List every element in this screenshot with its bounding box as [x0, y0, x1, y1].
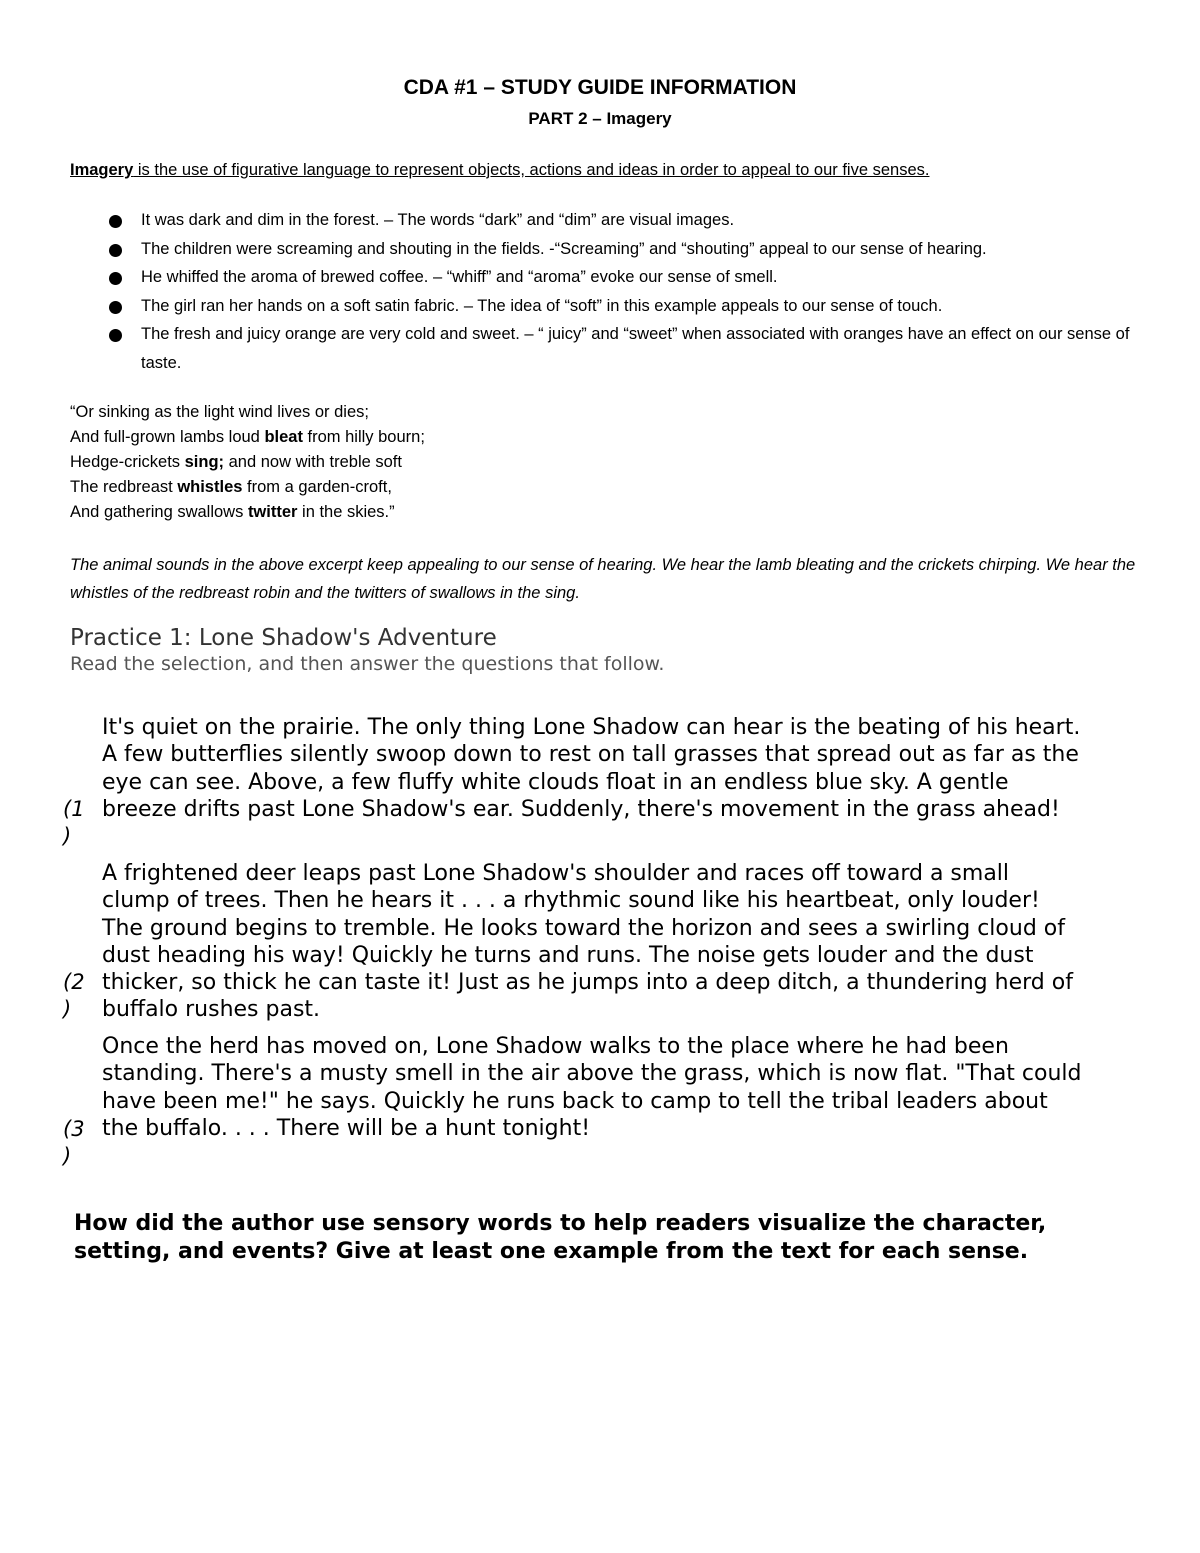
- poem-line: [70, 400, 425, 425]
- poem-text: The redbreast: [70, 478, 178, 496]
- definition-text: is the use of figurative language to represent objects, actions and ideas in order to appeal to our five senses.: [133, 161, 930, 179]
- list-item: [0, 235, 1200, 264]
- examples-list: [0, 206, 1200, 377]
- bullet-icon: [109, 215, 122, 228]
- poem-sound-word: twitter: [247, 503, 298, 521]
- poem-line: [70, 475, 425, 500]
- story-paragraph: Once the herd has moved on, Lone Shadow walks to the place where he had been standing. There's a musty smell in the air above the grass, which is now flat. "That could have been me!" he says. Quickly he runs back to camp to tell the tribal leaders about the buffalo. . . . There will be a hunt tonight!: [102, 1034, 1082, 1141]
- poem-line: [70, 500, 425, 525]
- bullet-icon: [109, 272, 122, 285]
- imagery-definition: [70, 161, 929, 180]
- poem-sound-word: bleat: [264, 428, 303, 446]
- poem-text: in the skies.”: [297, 503, 395, 521]
- list-item: [0, 263, 1200, 292]
- story-paragraph: A frightened deer leaps past Lone Shadow's shoulder and races off toward a small clump of trees. Then he hears it . . . a rhythmic sound like his heartbeat, only louder! The ground begins to tremble. He looks toward the horizon and sees a swirling cloud of dust heading his way! Quickly he turns and runs. The noise gets louder and the dust thicker, so thick he can taste it! Just as he jumps into a deep ditch, a thundering herd of buffalo rushes past.: [102, 861, 1073, 1023]
- poem-sound-word: sing;: [184, 453, 225, 471]
- poem-text: And gathering swallows: [70, 503, 248, 521]
- poem-text: And full-grown lambs loud: [70, 428, 265, 446]
- poem-analysis: The animal sounds in the above excerpt keep appealing to our sense of hearing. We hear the lamb bleating and the crickets chirping. We hear the whistles of the redbreast robin and the twitters of swallows in the sing.: [70, 556, 1136, 602]
- paragraph-number: (1 ): [63, 797, 85, 848]
- list-item: [0, 292, 1200, 321]
- bullet-icon: [109, 301, 122, 314]
- example-text: The fresh and juicy orange are very cold and sweet. – “ juicy” and “sweet” when associated with oranges have an effect on our sense of taste.: [141, 325, 1130, 372]
- poem-line: [70, 425, 425, 450]
- poem-text: “Or sinking as the light wind lives or dies;: [70, 403, 369, 421]
- poem-text: from hilly bourn;: [302, 428, 425, 446]
- list-item: [0, 206, 1200, 235]
- poem-excerpt: [70, 400, 425, 525]
- poem-sound-word: whistles: [177, 478, 243, 496]
- poem-text: Hedge-crickets: [70, 453, 185, 471]
- poem-text: and now with treble soft: [224, 453, 402, 471]
- example-text: It was dark and dim in the forest. – The words “dark” and “dim” are visual images.: [141, 211, 735, 229]
- example-text: The children were screaming and shouting in the fields. -“Screaming” and “shouting” appeal to our sense of hearing.: [141, 239, 987, 258]
- example-text: The girl ran her hands on a soft satin fabric. – The idea of “soft” in this example appeals to our sense of touch.: [141, 296, 943, 315]
- bullet-icon: [109, 329, 122, 342]
- practice-title: Practice 1: Lone Shadow's Adventure: [70, 625, 497, 651]
- definition-term: Imagery: [70, 161, 134, 179]
- example-text: He whiffed the aroma of brewed coffee. – “whiff” and “aroma” evoke our sense of smell.: [141, 268, 778, 286]
- paragraph-number: (3 ): [63, 1117, 85, 1168]
- question-prompt: How did the author use sensory words to help readers visualize the character, setting, and events? Give at least one example from the text for each sense.: [74, 1211, 1047, 1264]
- list-item: [0, 320, 1200, 377]
- poem-line: [70, 450, 425, 475]
- practice-instructions: Read the selection, and then answer the questions that follow.: [70, 653, 665, 675]
- bullet-icon: [109, 244, 122, 257]
- story-paragraph: It's quiet on the prairie. The only thing Lone Shadow can hear is the beating of his heart. A few butterflies silently swoop down to rest on tall grasses that spread out as far as the eye can see. Above, a few fluffy white clouds float in an endless blue sky. A gentle breeze drifts past Lone Shadow's ear. Suddenly, there's movement in the grass ahead!: [102, 715, 1081, 822]
- poem-text: from a garden-croft,: [242, 478, 392, 496]
- page-title: CDA #1 – STUDY GUIDE INFORMATION: [403, 76, 797, 99]
- paragraph-number: (2 ): [63, 970, 85, 1021]
- page-subtitle: PART 2 – Imagery: [528, 109, 672, 128]
